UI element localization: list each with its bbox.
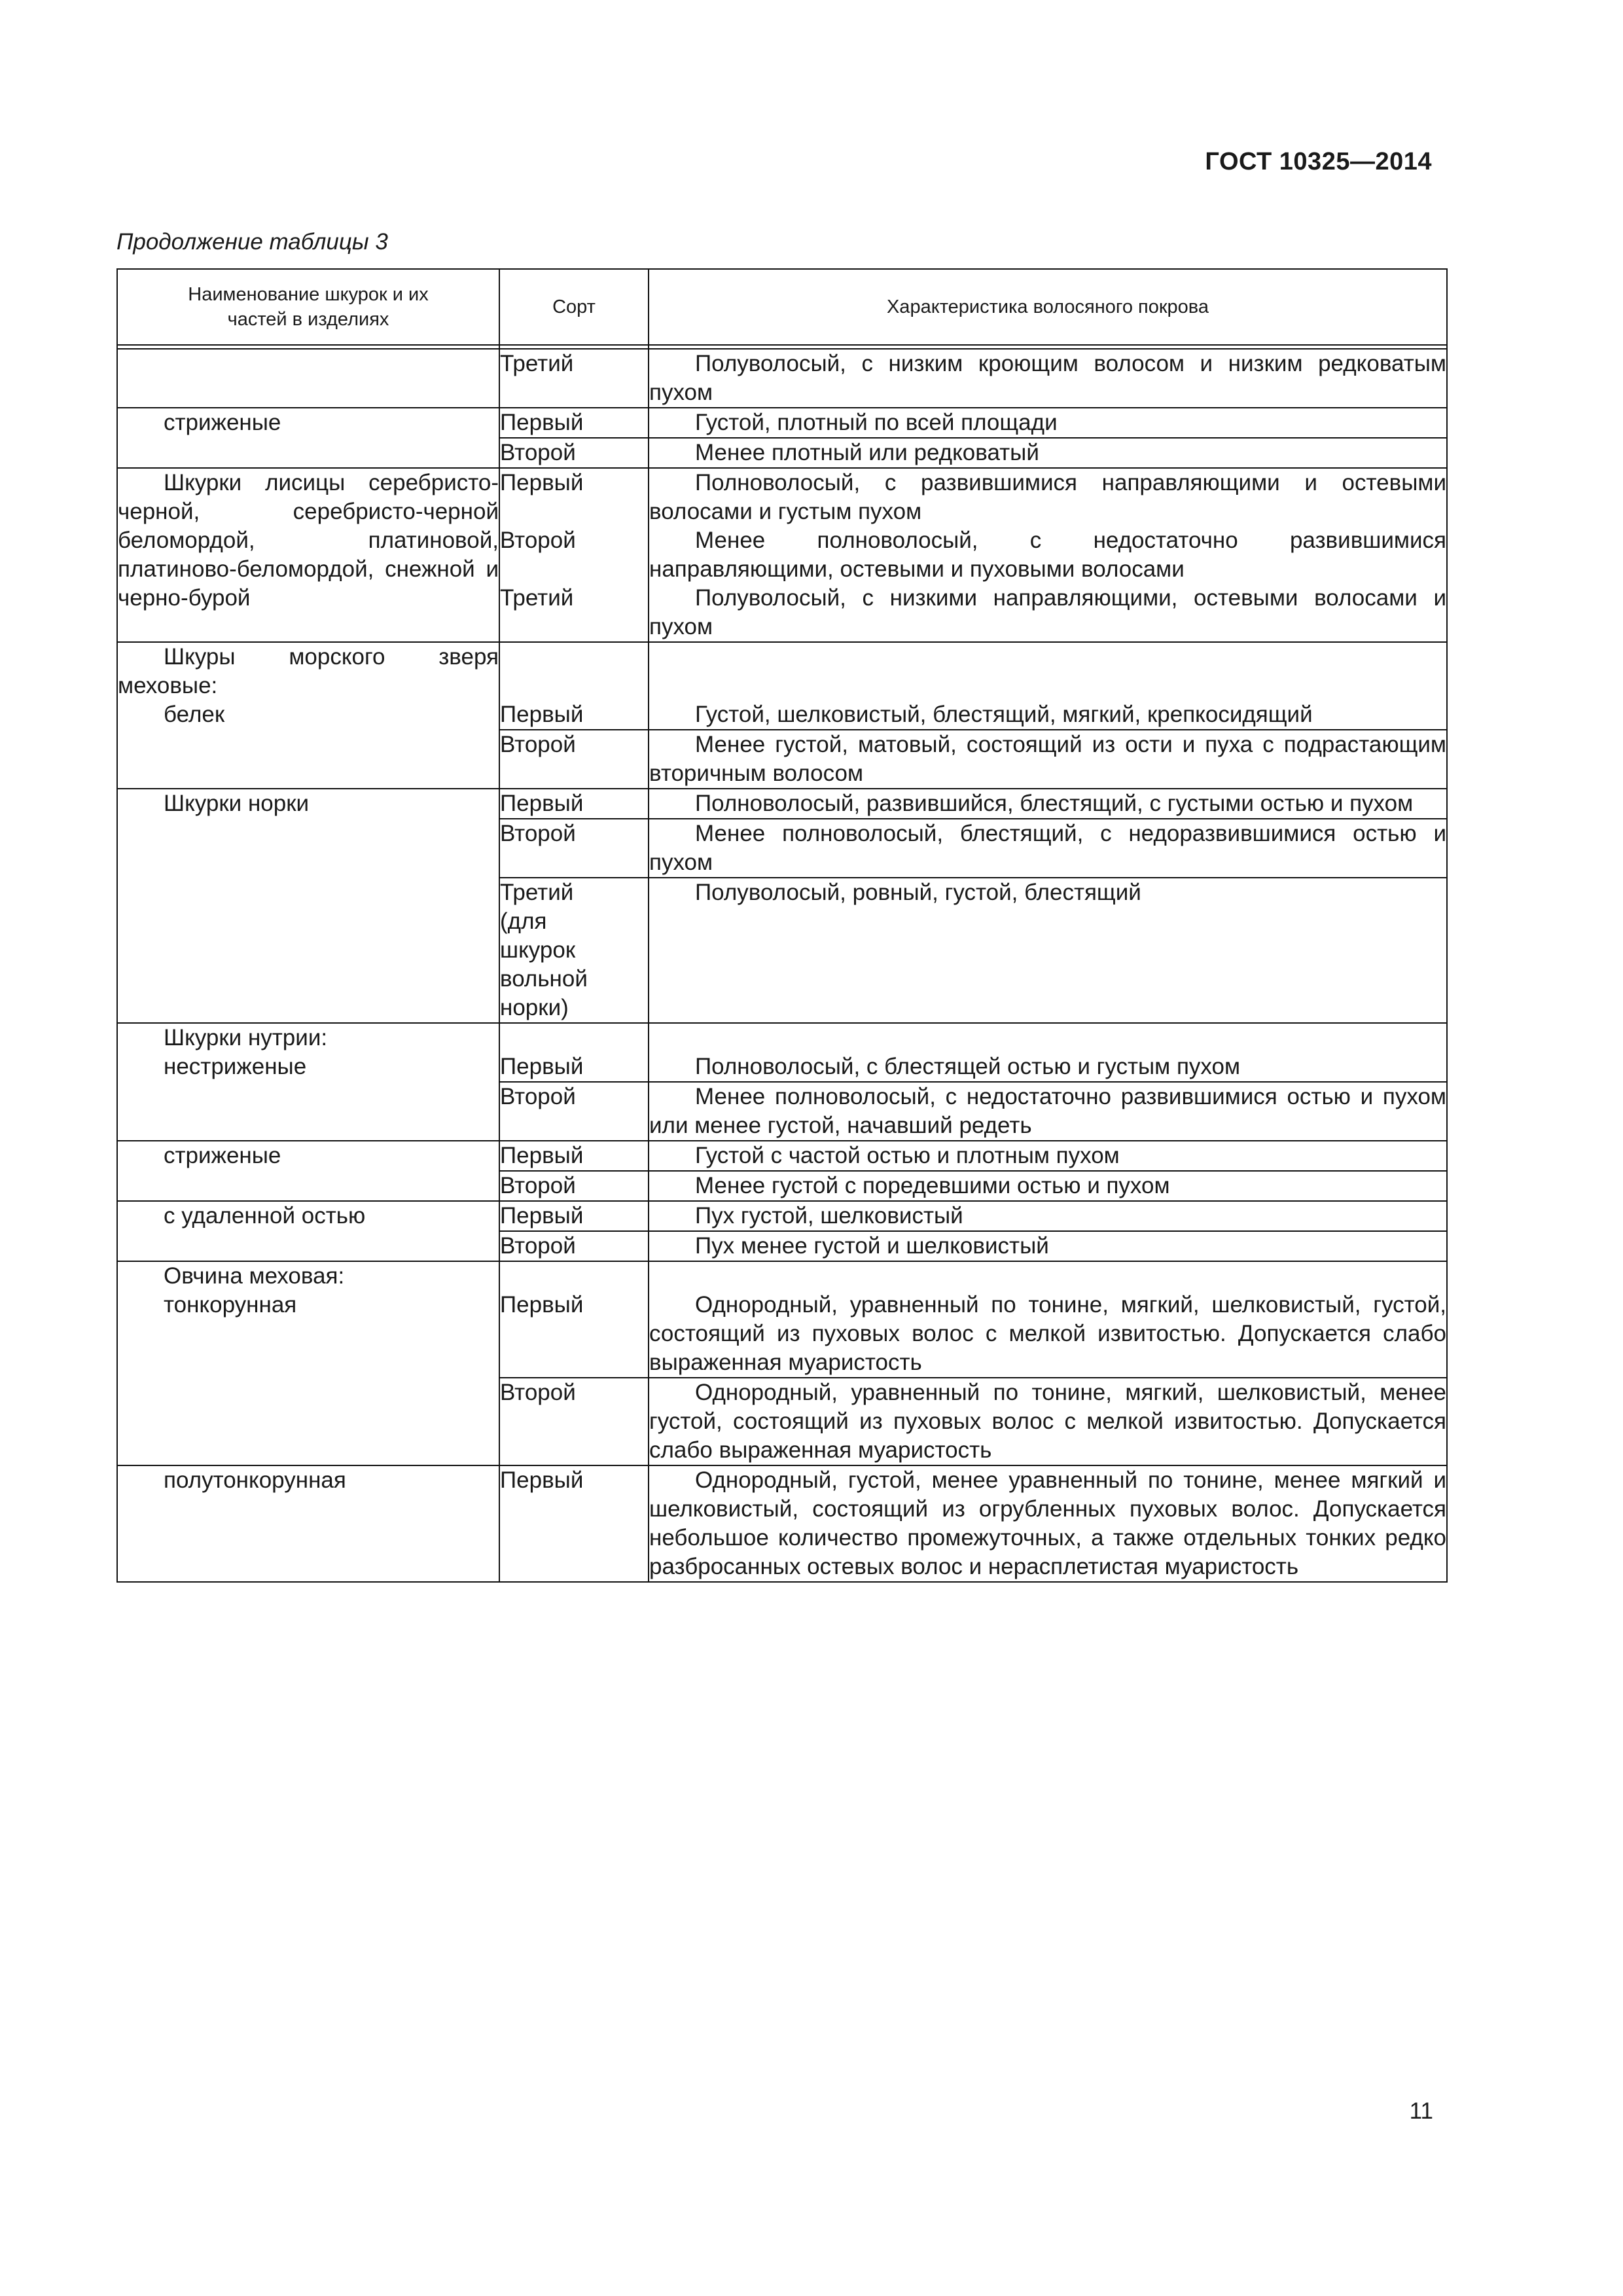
table-row [117, 408, 1447, 438]
desc-cell: Пух густой, шелковистый [649, 1201, 1447, 1231]
sort-cell: Второй [499, 1171, 649, 1201]
table-caption: Продолжение таблицы 3 [116, 229, 388, 255]
sort-cell: Второй [499, 819, 649, 878]
desc-cell: Полноволосый, развившийся, блестящий, с густыми остью и пухом [649, 789, 1447, 819]
table-row [117, 1141, 1447, 1171]
sort-cell: Первый [499, 1261, 649, 1378]
name-cell [117, 349, 499, 408]
name-cell: с удаленной остью [117, 1201, 499, 1261]
desc-cell: Однородный, густой, менее уравненный по тонине, менее мягкий и шелковистый, состоящий из огрубленных пуховых волос. Допускается небольшое количество промежуточных, а также отдельных тонких редко разбросанных остевых волос и нерасплетистая муаристость [649, 1465, 1447, 1582]
page-number: 11 [1409, 2098, 1433, 2124]
sort-cell: Второй [499, 730, 649, 789]
sort-cell: Первый [499, 1023, 649, 1082]
table-row [117, 1465, 1447, 1582]
desc-cell: Однородный, уравненный по тонине, мягкий, шелковистый, густой, состоящий из пуховых волос с мелкой извитостью. Допускается слабо выраженная муаристость [649, 1261, 1447, 1378]
desc-cell: Однородный, уравненный по тонине, мягкий, шелковистый, менее густой, состоящий из пуховых волос с мелкой извитостью. Допускается слабо выраженная муаристость [649, 1378, 1447, 1465]
table-row [117, 1261, 1447, 1378]
table-row [117, 1023, 1447, 1082]
column-header-desc: Характеристика волосяного покрова [649, 269, 1447, 345]
sort-cell: Второй [499, 1378, 649, 1465]
table-row [117, 642, 1447, 730]
table-header-row [117, 269, 1447, 345]
sort-cell: Второй [499, 1231, 649, 1261]
sort-cell: Первый [499, 642, 649, 730]
sort-cell: Первый [499, 1465, 649, 1582]
desc-cell: Полуволосый, ровный, густой, блестящий [649, 878, 1447, 1023]
name-cell: Шкурки нутрии: нестриженые [117, 1023, 499, 1141]
name-cell: Овчина меховая: тонкорунная [117, 1261, 499, 1465]
name-cell: Шкуры морского зверя меховые: белек [117, 642, 499, 789]
name-cell: стриженые [117, 1141, 499, 1201]
sort-cell: Второй [499, 438, 649, 468]
sort-cell: Первый [499, 789, 649, 819]
desc-cell: Полуволосый, с низким кроющим волосом и низким редковатым пухом [649, 349, 1447, 408]
name-cell: стриженые [117, 408, 499, 468]
desc-cell: Густой, шелковистый, блестящий, мягкий, крепкосидящий [649, 642, 1447, 730]
desc-cell: Густой, плотный по всей площади [649, 408, 1447, 438]
desc-cell: Густой с частой остью и плотным пухом [649, 1141, 1447, 1171]
column-header-name: Наименование шкурок и их частей в изделиях [117, 269, 499, 345]
sort-cell: Третий (для шкурок вольной норки) [499, 878, 649, 1023]
fur-grades-table [116, 268, 1448, 1583]
sort-cell: Первый [499, 408, 649, 438]
sort-cell: Первый [499, 1201, 649, 1231]
name-cell: Шкурки норки [117, 789, 499, 1023]
column-header-sort: Сорт [499, 269, 649, 345]
table-row [117, 1201, 1447, 1231]
table-row [117, 468, 1447, 642]
document-code: ГОСТ 10325—2014 [1205, 148, 1432, 175]
sort-cell: Третий [499, 349, 649, 408]
name-cell: Шкурки лисицы серебристо-черной, серебристо-черной беломордой, платиновой, платиново-беломордой, снежной и черно-бурой [117, 468, 499, 642]
desc-cell: Менее густой с поредевшими остью и пухом [649, 1171, 1447, 1201]
sort-cell: Второй [499, 1082, 649, 1141]
desc-cell: Менее густой, матовый, состоящий из ости и пуха с подрастающим вторичным волосом [649, 730, 1447, 789]
sort-cell: Первый [499, 1141, 649, 1171]
name-cell: полутонкорунная [117, 1465, 499, 1582]
table-row [117, 789, 1447, 819]
desc-cell: Пух менее густой и шелковистый [649, 1231, 1447, 1261]
desc-cell: Полноволосый, с развившимися направляющими и остевыми волосами и густым пухом Менее полноволосый, с недостаточно развившимися направляющими, остевыми и пуховыми волосами Полуволосый, с низкими направляющими, остевыми волосами и пухом [649, 468, 1447, 642]
desc-cell: Менее полноволосый, с недостаточно развившимися остью и пухом или менее густой, начавший редеть [649, 1082, 1447, 1141]
desc-cell: Менее плотный или редковатый [649, 438, 1447, 468]
sort-cell: Первый Второй Третий [499, 468, 649, 642]
desc-cell: Менее полноволосый, блестящий, с недоразвившимися остью и пухом [649, 819, 1447, 878]
desc-cell: Полноволосый, с блестящей остью и густым пухом [649, 1023, 1447, 1082]
table-row [117, 349, 1447, 408]
